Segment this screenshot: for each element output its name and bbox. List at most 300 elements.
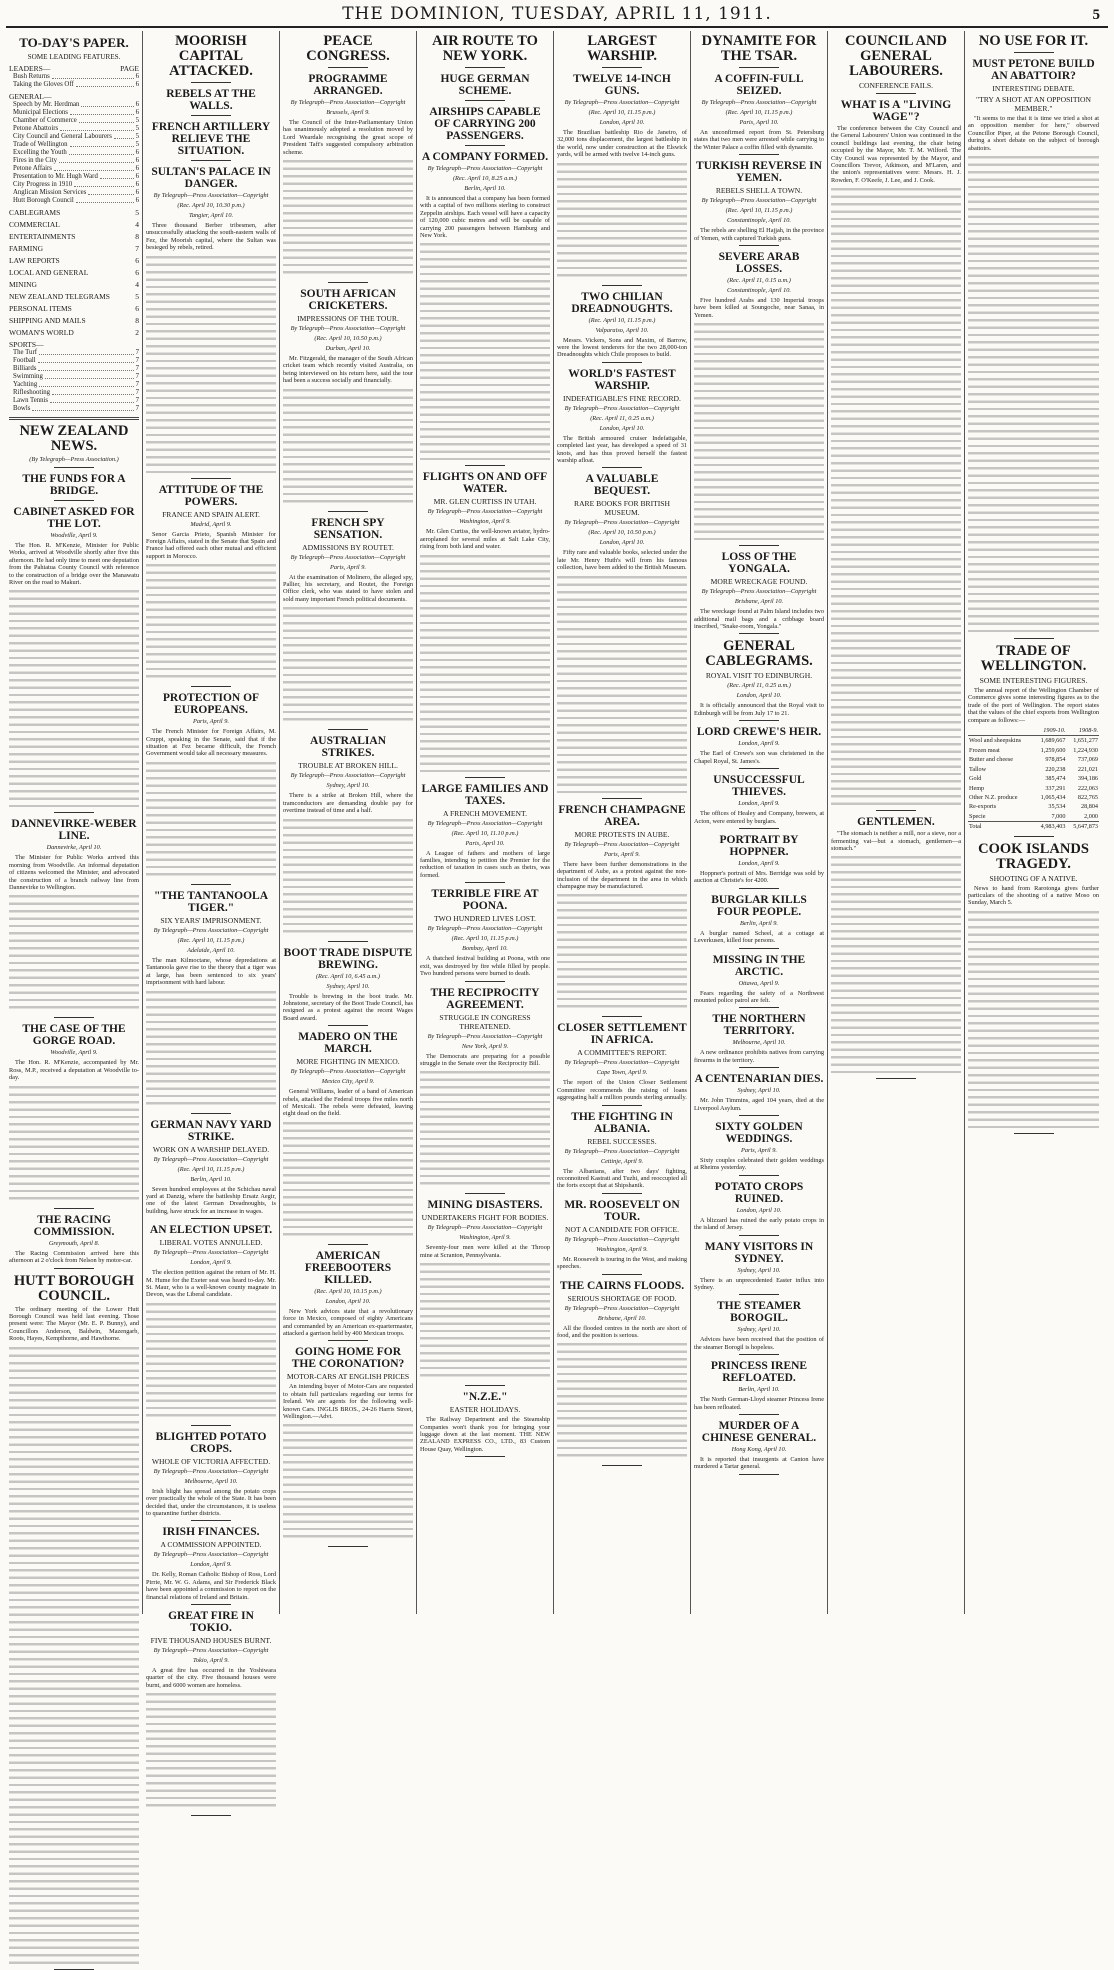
trade-table-row [968, 755, 1099, 764]
article-headline: NO USE FOR IT. [978, 33, 1089, 49]
article-body: Five hundred Arabs and 130 Imperial troops have been killed at Soungoche, near Sanaa, in Yemen. [694, 297, 824, 319]
index-item [9, 349, 139, 357]
article-body: The rebels are shelling El Hajjah, in the province of Yemen, with captured Turkish guns. [694, 227, 824, 242]
article-headline: THE RACING COMMISSION. [33, 1213, 115, 1238]
article-body-continuation [146, 989, 276, 1109]
article-body: Irish blight has spread among the potato crops over practically the whole of the State. It has been decided that, under the circumstances, it is useless to quarantine further districts. [146, 1487, 276, 1517]
index-section-name: FARMING [9, 244, 44, 253]
index-section [9, 92, 139, 101]
article [283, 517, 413, 731]
article-body: Fears regarding the safety of a Northwest mounted police patrol are felt. [694, 989, 824, 1004]
index-section-page: 5 [135, 292, 139, 301]
article-headline: A CENTENARIAN DIES. [694, 1073, 824, 1086]
article-headline: TERRIBLE FIRE AT POONA. [431, 888, 539, 913]
article-headline: AN ELECTION UPSET. [149, 1224, 273, 1237]
article [694, 34, 824, 68]
article [694, 73, 824, 155]
article-body: Mr. John Timmins, aged 104 years, died at the Liverpool Asylum. [694, 1097, 824, 1112]
index-item-page: 7 [135, 357, 139, 364]
index-leader-dots [81, 101, 133, 107]
index-item [9, 173, 139, 181]
article-dateline: Washington, April 9. [459, 518, 511, 526]
article [420, 106, 550, 146]
index-section [9, 304, 139, 313]
index-section [9, 268, 139, 277]
todays-paper-index [9, 35, 139, 413]
article-separator [191, 686, 231, 687]
article-body-continuation [146, 254, 276, 474]
index-item [9, 365, 139, 373]
article-subheading: A FRENCH MOVEMENT. [442, 808, 528, 818]
trade-table-header: 1909-10. [1034, 726, 1067, 736]
article-dateline: Adelaide, April 10. [187, 946, 235, 954]
column-6 [691, 31, 828, 1614]
index-section-name: SHIPPING AND MAILS [9, 316, 86, 325]
article-separator [876, 1078, 916, 1079]
article-separator [191, 1604, 231, 1605]
article [694, 639, 824, 721]
article-headline: SULTAN'S PALACE IN DANGER. [151, 166, 271, 190]
article-separator [602, 1274, 642, 1275]
article-separator [602, 1193, 642, 1194]
index-item [9, 81, 139, 89]
article-headline: AIRSHIPS CAPABLE OF CARRYING 200 PASSENGERS. [429, 106, 541, 142]
article-subheading: MORE FIGHTING IN MEXICO. [296, 1057, 400, 1067]
article-body-continuation [420, 553, 550, 773]
article-body-continuation [557, 574, 687, 794]
index-section [9, 328, 139, 337]
article [420, 1391, 550, 1457]
article [694, 1121, 824, 1176]
trade-table-cell: Gold [969, 775, 982, 783]
article-body: Mr. Fitzgerald, the manager of the South African cricket team which recently visited Australia, on being interviewed on his return here, said the tour had been a success socially and financially. [283, 355, 413, 385]
article-headline: TURKISH REVERSE IN YEMEN. [696, 160, 822, 185]
article-headline: MADERO ON THE MARCH. [298, 1031, 398, 1056]
index-item [9, 141, 139, 149]
article-body: The man Kilmoctane, whose depredations at Tantanoola gave rise to the theory that a tiger was at large, has been sentenced to six years' imprisonment with hard labour. [146, 956, 276, 987]
article-body: Seventy-four men were killed at the Throop mine at Scranton, Pennsylvania. [420, 1244, 550, 1259]
article-headline: AMERICAN FREEBOOTERS KILLED. [304, 1249, 392, 1286]
trade-table-cell: 4,983,403 [1034, 822, 1067, 832]
column-articles [968, 34, 1099, 1134]
article-body: New York advices state that a revolutionary force in Mexico, composed of eighty Americans and commanded by an American ex-quartermaster, attacked a garrison held by 400 Mexican troops. [283, 1307, 413, 1337]
article-separator [602, 285, 642, 286]
article-body: A blizzard has ruined the early potato crops in the island of Jersey. [694, 1216, 824, 1232]
article-body-continuation [420, 1069, 550, 1189]
article-separator [876, 93, 916, 94]
article [146, 121, 276, 161]
index-leader-dots [38, 365, 133, 371]
article-body-continuation [146, 1301, 276, 1421]
article-dateline: By Telegraph—Press Association—Copyright [701, 99, 817, 106]
article-headline: UNSUCCESSFUL THIEVES. [713, 774, 805, 799]
article-body: A thatched festival building at Poona, with one exit, was destroyed by fire while filled by people. Two hundred persons were burned to death. [420, 955, 550, 978]
article [146, 1119, 276, 1220]
index-section-page: 4 [135, 220, 139, 229]
trade-table-row [968, 736, 1099, 746]
index-item [9, 149, 139, 157]
article-headline: NEW ZEALAND NEWS. [19, 423, 129, 454]
index-section-page: PAGE [120, 64, 139, 73]
article-dateline: By Telegraph—Press Association—Copyright [153, 1647, 269, 1654]
article [283, 73, 413, 283]
index-item [9, 381, 139, 389]
column-articles [146, 34, 276, 1816]
index-item-page: 7 [135, 349, 139, 356]
index-section [9, 340, 139, 349]
index-item [9, 117, 139, 125]
article [283, 1031, 413, 1245]
index-item-page: 6 [135, 181, 139, 188]
index-item [9, 125, 139, 133]
index-leader-dots [32, 405, 133, 411]
article-headline: GREAT FIRE IN TOKIO. [168, 1610, 254, 1634]
index-item [9, 373, 139, 381]
index-item-page: 6 [135, 101, 139, 108]
article-separator [1014, 836, 1054, 837]
article-body: It is reported that insurgents at Canton have murdered a Tartar general. [694, 1456, 824, 1471]
article-headline: THE NORTHERN TERRITORY. [712, 1013, 806, 1038]
index-leader-dots [69, 149, 134, 155]
trade-table-cell: Re-exports [969, 803, 997, 811]
article [9, 1023, 139, 1208]
article-dateline: (Rec. April 10, 11.15 p.m.) [588, 109, 656, 116]
article-body-continuation [831, 854, 961, 1074]
article-dateline: London, April 9. [190, 1561, 232, 1569]
index-leader-dots [70, 141, 134, 147]
article-headline: MINING DISASTERS. [427, 1199, 543, 1212]
article [694, 1181, 824, 1236]
article-dateline: Washington, April 9. [459, 1234, 511, 1242]
index-section-name: SPORTS— [9, 340, 44, 349]
index-item-label: Lawn Tennis [13, 397, 49, 404]
article-subheading: FIVE THOUSAND HOUSES BURNT. [150, 1636, 272, 1645]
index-item-page: 6 [135, 109, 139, 116]
trade-table [968, 726, 1099, 831]
index-leader-dots [74, 181, 133, 187]
article-body: An intending buyer of Motor-Cars are requested to obtain full particulars regarding our terms for Ireland. We are agents for the following well-known Cars. INGLIS BROS., 24-26 Harris Street, Wellington.—Advt. [283, 1383, 413, 1420]
article-dateline: Tangier, April 10. [188, 212, 234, 219]
article [283, 1250, 413, 1342]
article-headline: TWO CHILIAN DREADNOUGHTS. [571, 290, 673, 315]
article-dateline: Paris, April 10. [465, 839, 505, 847]
trade-table-cell: 2,000 [1084, 812, 1098, 820]
index-leader-dots [38, 357, 134, 363]
index-section [9, 280, 139, 289]
article-dateline: Paris, April 9. [193, 718, 229, 726]
article [557, 804, 687, 1018]
article-body-continuation [9, 588, 139, 808]
article-dateline: (Rec. April 10, 11.15 p.m.) [177, 936, 245, 944]
article-body: The election petition against the return of Mr. H. M. Hume for the Exeter seat was heard to-day. Mr. St. Maur, who is a well-known county magnate in Devon, was the Liberal candidate. [146, 1269, 276, 1299]
article [146, 166, 276, 479]
article-separator [465, 981, 505, 982]
article-subheading: TWO HUNDRED LIVES LOST. [434, 914, 536, 924]
article-headline: COOK ISLANDS TRAGEDY. [978, 840, 1089, 872]
article [9, 1274, 139, 1970]
article-headline: THE RECIPROCITY AGREEMENT. [430, 986, 540, 1011]
article-separator [602, 1016, 642, 1017]
article [557, 1199, 687, 1275]
article-headline: MOORISH CAPITAL ATTACKED. [169, 33, 253, 79]
index-leader-dots [79, 117, 134, 123]
article-headline: FRENCH SPY SENSATION. [311, 516, 385, 541]
index-item-label: Excelling the Youth [13, 149, 67, 156]
article-dateline: Greymouth, April 8. [48, 1239, 100, 1247]
article-dateline: By Telegraph—Press Association—Copyright [427, 165, 543, 172]
article-headline: "N.Z.E." [462, 1391, 508, 1404]
trade-table-cell: 385,474 [1045, 775, 1066, 783]
article-headline: LOSS OF THE YONGALA. [721, 551, 797, 576]
column-5 [554, 31, 691, 1614]
article-subheading: FRANCE AND SPAIN ALERT. [162, 509, 260, 519]
article-separator [465, 100, 505, 101]
index-item [9, 181, 139, 189]
article-body: The French Minister for Foreign Affairs, M. Cruppi, speaking in the Senate, said that if the situation at Fez became difficult, the French Government would take all necessary measures. [146, 728, 276, 758]
trade-table-cell: Hemp [969, 784, 985, 792]
index-leader-dots [76, 81, 134, 87]
article-body: Advices have been received that the position of the steamer Borogil is hopeless. [694, 1336, 824, 1351]
article-body: The British armoured cruiser Indefatigable, completed last year, has developed a speed of 31 knots, and has thus proved herself the fastest warship afloat. [557, 434, 687, 465]
article-dateline: (Rec. April 10, 11.15 p.m.) [588, 316, 656, 324]
article-separator [191, 115, 231, 116]
article-separator [739, 1175, 779, 1176]
column-articles [283, 34, 413, 1547]
index-section [9, 64, 139, 73]
index-item [9, 157, 139, 165]
article-headline: "THE TANTANOOLA TIGER." [153, 889, 269, 914]
article-body: The Albanians, after two days' fighting, reconnoitred Kastrati and Tuzhi, and reoccupied all the forts except that at Shipshanik. [557, 1167, 687, 1190]
article-separator [328, 511, 368, 512]
trade-table-cell: 1,224,930 [1073, 746, 1098, 754]
article [694, 160, 824, 246]
article-body: The Democrats are preparing for a possible struggle in the Senate over the Reciprocity Bill. [420, 1052, 550, 1067]
article-dateline: (Rec. April 11, 0.15 a.m.) [727, 277, 791, 285]
trade-table-cell: Frozen meat [969, 746, 1000, 754]
article-subheading: SIX YEARS' IMPRISONMENT. [160, 915, 262, 925]
trade-table-cell: Other N.Z. produce [969, 793, 1018, 801]
article [9, 1214, 139, 1269]
article-dateline: London, April 9. [738, 800, 780, 808]
article [557, 473, 687, 798]
article [146, 1610, 276, 1816]
article-dateline: Paris, April 9. [330, 563, 366, 571]
index-leader-dots [100, 173, 134, 179]
index-subtitle: SOME LEADING FEATURES. [27, 53, 121, 61]
article-body-continuation [557, 892, 687, 1012]
article-body-continuation [283, 1120, 413, 1240]
article-headline: PRINCESS IRENE REFLOATED. [710, 1360, 808, 1385]
article-dateline: By Telegraph—Press Association—Copyright [153, 1155, 269, 1163]
article-separator [465, 882, 505, 883]
article [694, 954, 824, 1009]
article-dateline: Constantinople, April 10. [727, 287, 791, 295]
trade-table-cell: 1,259,600 [1040, 746, 1066, 754]
article-headline: MURDER OF A CHINESE GENERAL. [701, 1420, 817, 1445]
column-articles [694, 34, 824, 1475]
article [420, 471, 550, 777]
article-dateline: Woodville, April 9. [50, 1049, 98, 1057]
article-body: Hoppner's portrait of Mrs. Berridge was sold by auction at Christie's for 4200. [694, 869, 824, 885]
article-headline: PORTRAIT BY HOPPNER. [719, 833, 799, 858]
article-subheading: EASTER HOLIDAYS. [449, 1405, 521, 1415]
index-section-name: CABLEGRAMS [9, 208, 61, 217]
index-item-label: Anglican Mission Services [13, 189, 87, 196]
article-headline: LARGE FAMILIES AND TAXES. [421, 782, 549, 807]
article-body-continuation [9, 1345, 139, 1965]
article-body: Seven hundred employees at the Schichau naval yard at Danzig, where the battleship Ersatz Aegir, one of the latest German Dreadnoughts, is building, have struck for an increase in wages. [146, 1185, 276, 1215]
article-body: There is a strike at Broken Hill, where the tramconductors are demanding double pay for overtime instead of time and a half. [283, 792, 413, 815]
article-body: The Brazilian battleship Rio de Janeiro, of 32,000 tons displacement, the largest battleship in the world, now under construction at the Elswick yards, will be armed with twelve 14-inch guns. [557, 129, 687, 159]
article-dateline: By Telegraph—Press Association—Copyright [564, 99, 680, 106]
article-separator [602, 1465, 642, 1466]
article-separator [739, 1067, 779, 1068]
index-section-name: WOMAN'S WORLD [9, 328, 74, 337]
article-separator [328, 1025, 368, 1026]
article-body: "The stomach is neither a mill, nor a sieve, nor a fermenting vat—but a stomach, gentlemen—a stomach." [831, 830, 961, 853]
article-subheading: REBEL SUCCESSES. [587, 1136, 657, 1146]
article-body: There have been further demonstrations in the department of Aube, as a protest against the non-inclusion of the department in the area in which champagne may be manufactured. [557, 860, 687, 890]
index-item [9, 389, 139, 397]
trade-table-header [968, 726, 1034, 736]
article-separator [328, 1340, 368, 1341]
index-item-label: Football [13, 357, 36, 364]
article-body: Dr. Kelly, Roman Catholic Bishop of Ross, Lord Pirrie, Mr. W. G. Adams, and Sir Frederick Black have been appointed a commission to report on the financial relations of Ireland and Britain. [146, 1571, 276, 1601]
article-headline: LORD CREWE'S HEIR. [696, 726, 822, 739]
index-leader-dots [60, 125, 133, 131]
article-body-continuation [9, 893, 139, 1013]
article-separator [739, 1414, 779, 1415]
trade-table-cell: 822,765 [1077, 793, 1098, 801]
article-headline: MISSING IN THE ARCTIC. [712, 953, 806, 978]
article [831, 816, 961, 1079]
article-dateline: London, April 10. [599, 119, 645, 126]
index-item-label: Bush Returns [13, 73, 50, 80]
index-item-label: Hutt Borough Council [13, 197, 74, 204]
article [420, 987, 550, 1195]
column-articles [9, 424, 139, 1970]
article-subheading: TROUBLE AT BROKEN HILL. [298, 761, 398, 771]
article-body-continuation [283, 158, 413, 278]
article-headline: WHAT IS A "LIVING WAGE"? [840, 99, 952, 123]
article-subheading: MR. GLEN CURTISS IN UTAH. [433, 497, 537, 507]
article-headline: CABINET ASKED FOR THE LOT. [13, 506, 135, 530]
index-section [9, 220, 139, 229]
trade-table-cell: 7,000 [1051, 812, 1066, 820]
article-body: The Minister for Public Works arrived this morning from Woodville. An informal deputation of citizens welcomed the Minister, and advocated the construction of a branch railway line from Dannevirke to Wellington. [9, 854, 139, 892]
article [420, 34, 550, 68]
article-separator [739, 67, 779, 68]
trade-table-row [968, 774, 1099, 783]
article-headline: IRISH FINANCES. [162, 1526, 260, 1539]
article-body-continuation [694, 321, 824, 541]
article-headline: THE FUNDS FOR A BRIDGE. [22, 473, 126, 497]
article [968, 842, 1099, 1134]
article-body: The offices of Healey and Company, brewers, at Acton, were entered by burglars. [694, 810, 824, 825]
article-dateline: Melbourne, April 10. [732, 1039, 786, 1047]
article-dateline: Ottawa, April 9. [738, 979, 780, 987]
article-subheading: "TRY A SHOT AT AN OPPOSITION MEMBER." [976, 95, 1091, 113]
article [694, 834, 824, 889]
article-subheading: UNDERTAKERS FIGHT FOR BODIES. [421, 1213, 549, 1223]
article-dateline: By Telegraph—Press Association—Copyright [564, 404, 680, 412]
article-dateline: Paris, April 9. [741, 1146, 777, 1154]
article-headline: FRENCH ARTILLERY RELIEVE THE SITUATION. [151, 121, 271, 157]
index-leader-dots [88, 189, 133, 195]
article [694, 1073, 824, 1116]
index-item-page: 7 [135, 381, 139, 388]
index-section-page: 7 [135, 244, 139, 253]
trade-table-cell: 1,065,434 [1040, 793, 1066, 801]
article-separator [739, 633, 779, 634]
article-dateline: London, April 10. [736, 1206, 782, 1214]
article-dateline: By Telegraph—Press Association—Copyright [290, 1068, 406, 1076]
article-headline: PEACE CONGRESS. [306, 33, 390, 64]
trade-table-cell: 221,021 [1077, 765, 1098, 773]
index-item-page: 6 [135, 157, 139, 164]
article-dateline: By Telegraph—Press Association—Copyright [427, 925, 543, 933]
article-dateline: By Telegraph—Press Association—Copyright [153, 192, 269, 199]
index-item-page: 6 [135, 173, 139, 180]
article-dateline: Durban, April 10. [325, 345, 371, 353]
article-separator [328, 1244, 368, 1245]
trade-table-cell: Specie [969, 812, 986, 820]
article-dateline: (Rec. April 11, 0.25 a.m.) [590, 414, 654, 422]
article-headline: FLIGHTS ON AND OFF WATER. [422, 471, 548, 496]
article [694, 251, 824, 546]
index-item-label: Swimming [13, 373, 43, 380]
article-body: Senor Garcia Prieto, Spanish Minister for Foreign Affairs, stated in the Senate that Spain and France had offered each other mutual and efficient support in Morocco. [146, 530, 276, 560]
article-dateline: (By Telegraph—Press Association.) [29, 456, 119, 463]
article-dateline: By Telegraph—Press Association—Copyright [564, 840, 680, 848]
article-body: Mr. Glen Curtiss, the well-known aviator, hydro-aeroplaned for several miles at Salt Lake City, rising from both land and water. [420, 528, 550, 551]
article-headline: SOUTH AFRICAN CRICKETERS. [300, 288, 396, 313]
article-separator [602, 467, 642, 468]
index-section-name: ENTERTAINMENTS [9, 232, 76, 241]
article-body-continuation [557, 1341, 687, 1461]
index-item-label: Trade of Wellington [13, 141, 68, 148]
article-body: It is officially announced that the Royal visit to Edinburgh will be from July 17 to 21. [694, 702, 824, 717]
index-leader-dots [52, 389, 134, 395]
article-dateline: By Telegraph—Press Association—Copyright [153, 926, 269, 934]
article-headline: WORLD'S FASTEST WARSHIP. [568, 367, 676, 392]
article-subheading: INDEFATIGABLE'S FINE RECORD. [563, 393, 681, 403]
column-4 [417, 31, 554, 1614]
article [146, 1526, 276, 1605]
article [694, 1241, 824, 1296]
trade-table-row [968, 812, 1099, 822]
article-dateline: Constantinople, April 10. [727, 217, 791, 225]
trade-table-cell: 394,186 [1077, 775, 1098, 783]
article-dateline: By Telegraph—Press Association—Copyright [564, 1235, 680, 1243]
article-separator [739, 245, 779, 246]
article-headline: MANY VISITORS IN SYDNEY. [704, 1240, 814, 1265]
article-separator [1014, 52, 1054, 53]
index-item [9, 133, 139, 141]
article-body: Three thousand Berber tribesmen, after unsuccessfully attacking the south-eastern walls of Fez, the Moorish capital, where the Sultan was besieged by rebels, retired. [146, 222, 276, 252]
trade-table-row [968, 746, 1099, 755]
article-headline: COUNCIL AND GENERAL LABOURERS. [845, 33, 947, 79]
index-item-page: 6 [135, 197, 139, 204]
index-item-label: Taking the Gloves Off [13, 81, 74, 88]
article-subheading: MOTOR-CARS AT ENGLISH PRICES [286, 1372, 410, 1382]
index-item-label: City Progress in 1910 [13, 181, 73, 188]
index-section-name: LOCAL AND GENERAL [9, 268, 89, 277]
article-subheading: WHOLE OF VICTORIA AFFECTED. [151, 1456, 271, 1466]
article [694, 551, 824, 634]
article-subheading: IMPRESSIONS OF THE TOUR. [297, 314, 399, 324]
column-articles [831, 34, 961, 1079]
